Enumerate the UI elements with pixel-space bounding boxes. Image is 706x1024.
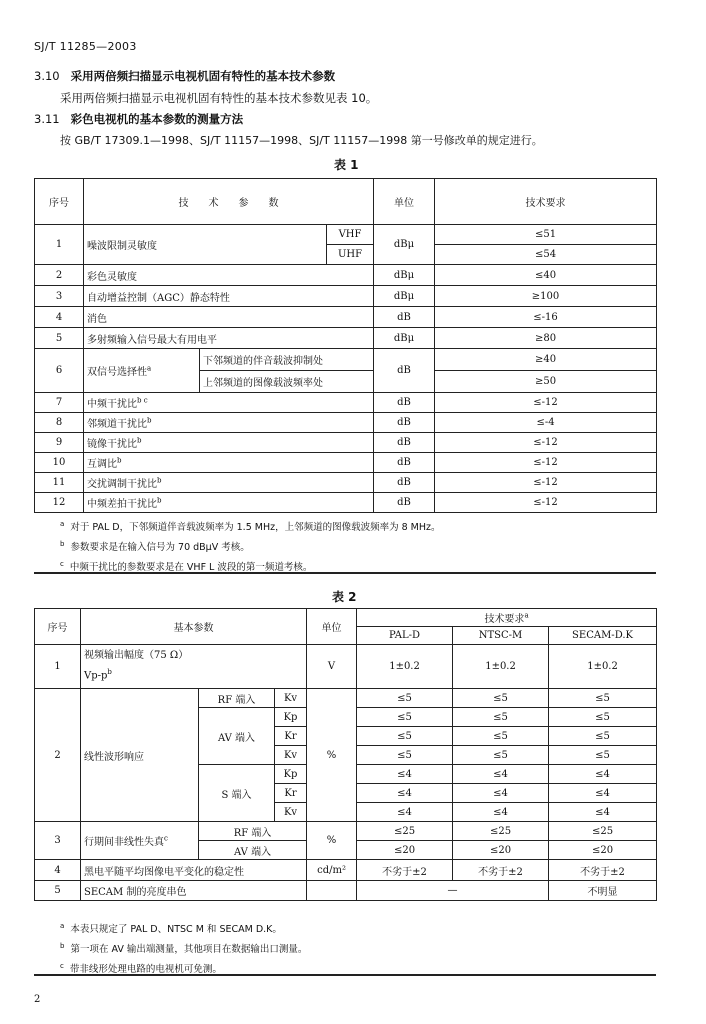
note — [60, 918, 307, 938]
cell-param — [84, 433, 374, 453]
note-text: 本表只规定了 PAL D、NTSC M 和 SECAM D.K。 — [70, 924, 282, 936]
cell-req: ≤-12 — [435, 433, 657, 453]
note-text: 对于 PAL D，下邻频道伴音载波频率为 1.5 MHz，上邻频道的图像载波频率为 8 MHz。 — [70, 522, 441, 534]
document-id: SJ/T 11285—2003 — [34, 40, 137, 53]
cell-param: 消色 — [84, 307, 374, 328]
cell-ntsc: ≤4 — [453, 784, 549, 803]
footnote-ref: c — [164, 834, 168, 843]
cell-req: ≤-16 — [435, 307, 657, 328]
section-3-10-heading — [34, 68, 335, 84]
param-text: 中频差拍干扰比 — [87, 499, 157, 510]
cell-param — [84, 493, 374, 513]
cell-ntsc: ≤5 — [453, 689, 549, 708]
param-text: 行期间非线性失真 — [84, 837, 164, 848]
cell-unit: dB — [374, 349, 435, 393]
header-pal: PAL-D — [357, 627, 453, 645]
cell-k: Kp — [275, 765, 307, 784]
table-row — [35, 493, 657, 513]
table-row — [35, 453, 657, 473]
note — [60, 536, 441, 556]
cell-param — [84, 349, 200, 393]
cell-ntsc: 不劣于±2 — [453, 860, 549, 881]
cell-no: 12 — [35, 493, 84, 513]
cell-ntsc: ≤4 — [453, 803, 549, 822]
cell-pal: 不劣于±2 — [357, 860, 453, 881]
cell-group: AV 端入 — [199, 708, 275, 765]
section-3-11-heading — [34, 111, 243, 127]
cell-unit: dB — [374, 433, 435, 453]
cell-req: ≤-4 — [435, 413, 657, 433]
cell-unit — [307, 881, 357, 901]
cell-ntsc: ≤5 — [453, 746, 549, 765]
cell-unit: % — [307, 689, 357, 822]
cell-unit: dB — [374, 473, 435, 493]
cell-unit: dBμ — [374, 225, 435, 265]
table1-bottom-rule — [34, 572, 656, 574]
cell-ntsc: ≤4 — [453, 765, 549, 784]
cell-secam: ≤4 — [549, 765, 657, 784]
cell-pal: ≤20 — [357, 841, 453, 860]
cell-k: Kv — [275, 746, 307, 765]
table-row — [35, 225, 657, 245]
note — [60, 938, 307, 958]
table-row — [35, 265, 657, 286]
table-row — [35, 473, 657, 493]
cell-no: 4 — [35, 860, 81, 881]
cell-sub: 上邻频道的图像载波频率处 — [200, 371, 374, 393]
table-row — [35, 393, 657, 413]
cell-secam: ≤5 — [549, 746, 657, 765]
cell-no: 11 — [35, 473, 84, 493]
cell-req: ≤54 — [435, 245, 657, 265]
cell-sub: UHF — [327, 245, 374, 265]
cell-sub: 下邻频道的伴音载波抑制处 — [200, 349, 374, 371]
cell-pal: ≤5 — [357, 746, 453, 765]
cell-no: 3 — [35, 286, 84, 307]
section-number: 3.10 — [34, 69, 60, 83]
cell-secam: ≤4 — [549, 803, 657, 822]
note-mark: b — [60, 540, 65, 549]
cell-param: SECAM 制的亮度串色 — [81, 881, 307, 901]
note-mark: c — [60, 962, 64, 971]
cell-no: 10 — [35, 453, 84, 473]
footnote-ref: b — [117, 456, 122, 465]
cell-no: 5 — [35, 881, 81, 901]
cell-secam: ≤4 — [549, 784, 657, 803]
table2-notes — [60, 918, 307, 978]
cell-param: 自动增益控制（AGC）静态特性 — [84, 286, 374, 307]
cell-req: ≥40 — [435, 349, 657, 371]
note-mark: a — [60, 520, 65, 528]
cell-unit: cd/m² — [307, 860, 357, 881]
cell-req: ≤-12 — [435, 473, 657, 493]
cell-param — [81, 822, 199, 860]
cell-unit: dBμ — [374, 265, 435, 286]
cell-pal: ≤4 — [357, 765, 453, 784]
note-text: 第一项在 AV 输出端测量，其他项目在数据输出口测量。 — [70, 944, 308, 956]
table-row — [35, 689, 657, 708]
cell-no: 1 — [35, 225, 84, 265]
cell-k: AV 端入 — [199, 841, 307, 860]
header-unit: 单位 — [307, 609, 357, 645]
footnote-ref: b — [157, 496, 162, 505]
cell-no: 7 — [35, 393, 84, 413]
note-text: 中频干扰比的参数要求是在 VHF L 波段的第一频道考核。 — [69, 562, 313, 574]
footnote-ref: b — [107, 668, 112, 677]
cell-pal: ≤5 — [357, 727, 453, 746]
table-row — [35, 328, 657, 349]
cell-ntsc: ≤5 — [453, 727, 549, 746]
cell-req: ≤51 — [435, 225, 657, 245]
cell-secam: ≤5 — [549, 727, 657, 746]
header-no: 序号 — [35, 609, 81, 645]
cell-unit: dB — [374, 307, 435, 328]
cell-no: 6 — [35, 349, 84, 393]
section-3-11-body: 按 GB/T 17309.1—1998、SJ/T 11157—1998、SJ/T 11157—1998 第一号修改单的规定进行。 — [60, 134, 543, 147]
note-text: 带非线形处理电路的电视机可免测。 — [69, 964, 222, 976]
cell-k: Kv — [275, 803, 307, 822]
cell-secam: 1±0.2 — [549, 645, 657, 689]
table1-notes — [60, 516, 441, 576]
param-text: Vp-p — [84, 670, 108, 682]
param-text: 交扰调制干扰比 — [87, 479, 157, 490]
note-mark: c — [60, 560, 64, 569]
cell-unit: dBμ — [374, 328, 435, 349]
cell-unit: % — [307, 822, 357, 860]
table-1 — [34, 178, 657, 513]
cell-param: 彩色灵敏度 — [84, 265, 374, 286]
cell-req: ≥80 — [435, 328, 657, 349]
header-secam: SECAM-D.K — [549, 627, 657, 645]
cell-no: 2 — [35, 265, 84, 286]
cell-req: ≥100 — [435, 286, 657, 307]
cell-ntsc: 1±0.2 — [453, 645, 549, 689]
footnote-ref: b — [137, 436, 142, 445]
header-ntsc: NTSC-M — [453, 627, 549, 645]
note-text: 参数要求是在输入信号为 70 dBμV 考核。 — [70, 542, 250, 554]
cell-unit: V — [307, 645, 357, 689]
cell-no: 5 — [35, 328, 84, 349]
cell-k: Kr — [275, 784, 307, 803]
table-row — [35, 433, 657, 453]
note-mark: b — [60, 942, 65, 951]
header-param: 技 术 参 数 — [84, 179, 374, 225]
header-unit: 单位 — [374, 179, 435, 225]
cell-ntsc: ≤5 — [453, 708, 549, 727]
cell-no: 8 — [35, 413, 84, 433]
cell-param: 黑电平随平均图像电平变化的稳定性 — [81, 860, 307, 881]
cell-param: 噪波限制灵敏度 — [84, 225, 327, 265]
cell-group: RF 端入 — [199, 689, 275, 708]
table-row — [35, 349, 657, 371]
table-row — [35, 286, 657, 307]
cell-pal: ≤5 — [357, 708, 453, 727]
cell-no: 1 — [35, 645, 81, 689]
note-mark: a — [60, 922, 65, 930]
param-line-1: 视频输出幅度（75 Ω） — [84, 650, 189, 662]
cell-k: Kp — [275, 708, 307, 727]
cell-sub: VHF — [327, 225, 374, 245]
cell-no: 4 — [35, 307, 84, 328]
table-row — [35, 413, 657, 433]
table-row — [35, 822, 657, 841]
cell-req: ≥50 — [435, 371, 657, 393]
cell-unit: dB — [374, 493, 435, 513]
table-row — [35, 860, 657, 881]
cell-param — [84, 453, 374, 473]
cell-pal: ≤4 — [357, 784, 453, 803]
cell-param — [84, 413, 374, 433]
note — [60, 516, 441, 536]
header-req — [357, 609, 657, 627]
cell-secam: ≤5 — [549, 689, 657, 708]
cell-unit: dB — [374, 453, 435, 473]
cell-pal-ntsc: — — [357, 881, 549, 901]
cell-ntsc: ≤20 — [453, 841, 549, 860]
cell-unit: dB — [374, 413, 435, 433]
cell-param: 多射频输入信号最大有用电平 — [84, 328, 374, 349]
cell-secam: ≤25 — [549, 822, 657, 841]
table1-caption: 表 1 — [334, 158, 359, 172]
section-3-10-body: 采用两倍频扫描显示电视机固有特性的基本技术参数见表 10。 — [60, 91, 378, 105]
header-no: 序号 — [35, 179, 84, 225]
cell-req: ≤-12 — [435, 393, 657, 413]
cell-secam: 不明显 — [549, 881, 657, 901]
param-text: 互调比 — [87, 459, 117, 470]
table-row — [35, 307, 657, 328]
param-line-2 — [84, 664, 303, 684]
section-number: 3.11 — [34, 112, 60, 126]
cell-pal: ≤5 — [357, 689, 453, 708]
table-2 — [34, 608, 657, 901]
header-param: 基本参数 — [81, 609, 307, 645]
section-title: 彩色电视机的基本参数的测量方法 — [70, 112, 244, 126]
table2-header-row — [35, 609, 657, 627]
cell-pal: ≤4 — [357, 803, 453, 822]
cell-unit: dBμ — [374, 286, 435, 307]
table2-bottom-rule — [34, 974, 656, 976]
page-number: 2 — [34, 994, 41, 1005]
cell-k: RF 端入 — [199, 822, 307, 841]
param-text: 中频干扰比 — [87, 399, 137, 410]
table-row — [35, 645, 657, 689]
footnote-ref: a — [147, 364, 152, 373]
cell-ntsc: ≤25 — [453, 822, 549, 841]
cell-no: 3 — [35, 822, 81, 860]
param-text: 双信号选择性 — [87, 367, 147, 378]
cell-param — [81, 645, 307, 689]
header-req: 技术要求 — [435, 179, 657, 225]
cell-req: ≤40 — [435, 265, 657, 286]
footnote-ref: b — [157, 476, 162, 485]
footnote-ref: a — [524, 611, 529, 620]
cell-no: 9 — [35, 433, 84, 453]
section-title: 采用两倍频扫描显示电视机固有特性的基本技术参数 — [70, 69, 336, 83]
cell-param — [84, 393, 374, 413]
cell-no: 2 — [35, 689, 81, 822]
footnote-ref: b c — [137, 396, 148, 405]
cell-param: 线性波形响应 — [81, 689, 199, 822]
cell-k: Kr — [275, 727, 307, 746]
cell-pal: 1±0.2 — [357, 645, 453, 689]
table2-caption: 表 2 — [332, 590, 357, 604]
footnote-ref: b — [147, 416, 152, 425]
cell-pal: ≤25 — [357, 822, 453, 841]
table1-header-row — [35, 179, 657, 225]
header-req-text: 技术要求 — [484, 614, 525, 625]
table-row — [35, 881, 657, 901]
cell-req: ≤-12 — [435, 453, 657, 473]
cell-param — [84, 473, 374, 493]
cell-secam: ≤20 — [549, 841, 657, 860]
cell-secam: 不劣于±2 — [549, 860, 657, 881]
cell-group: S 端入 — [199, 765, 275, 822]
cell-secam: ≤5 — [549, 708, 657, 727]
cell-k: Kv — [275, 689, 307, 708]
param-text: 镜像干扰比 — [87, 439, 137, 450]
cell-unit: dB — [374, 393, 435, 413]
param-text: 邻频道干扰比 — [87, 419, 147, 430]
cell-req: ≤-12 — [435, 493, 657, 513]
